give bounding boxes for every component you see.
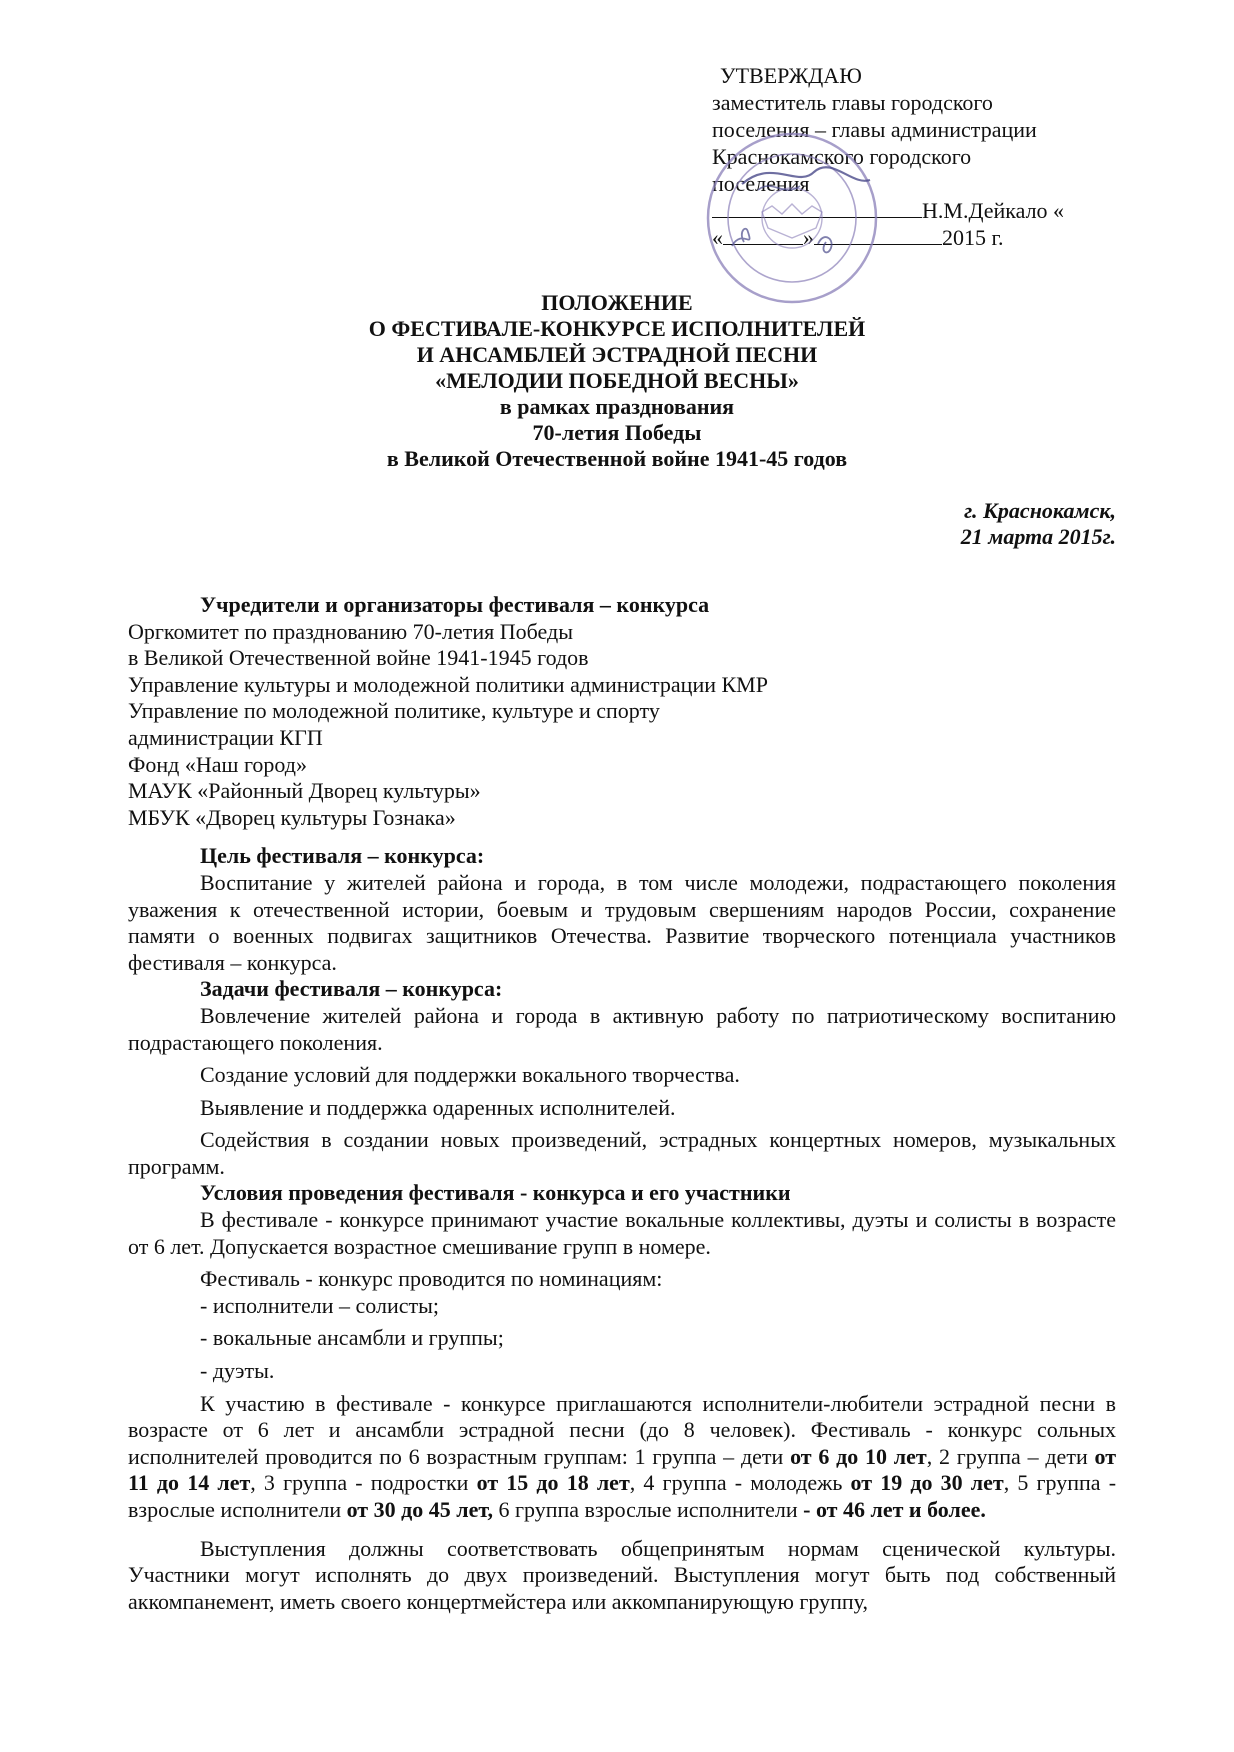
- founder-item: МБУК «Дворец культуры Гознака»: [128, 804, 456, 830]
- p3-text: К участию в фестивале - конкурсе приглашаются исполнители-любители эстрадной песни в возрасте от 6 лет и ансамбли эстрадной песни (до 8 человек). Фестиваль - конкурс сольных исполнителей проводится по 6 возрастным группам: 1 группа – дети: [128, 1390, 1116, 1469]
- handwritten-signature-icon: [742, 167, 870, 184]
- founder-item: Управление культуры и молодежной политики администрации КМР: [128, 671, 768, 697]
- approval-signer: Н.М.Дейкало «: [922, 198, 1065, 223]
- conditions-paragraph-3: [128, 1391, 1116, 1524]
- p3-text: , 4 группа - молодежь: [629, 1470, 851, 1496]
- p3-age-range: от 15 до 18 лет: [476, 1470, 630, 1496]
- seal-stamp-icon: [702, 128, 882, 308]
- place-date-block: [961, 498, 1116, 550]
- approval-title: УТВЕРЖДАЮ: [720, 63, 862, 88]
- approval-position-line-1: заместитель главы городского: [712, 90, 993, 115]
- p3-age-range: от 19 до 30 лет: [850, 1470, 1004, 1496]
- document-body: [128, 592, 1116, 1615]
- p3-age-range: от 6 до 10 лет: [790, 1443, 927, 1469]
- task-item: Вовлечение жителей района и города в активную работу по патриотическому воспитанию подрастающего поколения.: [128, 1002, 1116, 1055]
- date-year: 2015 г.: [942, 225, 1004, 250]
- p3-text: , 3 группа - подростки: [250, 1470, 477, 1496]
- goal-heading: Цель фестиваля – конкурса:: [200, 843, 485, 869]
- nomination-item: - дуэты.: [200, 1358, 275, 1384]
- approval-position-line-2: поселения – главы администрации: [712, 117, 1037, 142]
- p3-age-range: от 30 до 45 лет,: [346, 1497, 493, 1522]
- task-item: Создание условий для поддержки вокального творчества.: [200, 1062, 740, 1088]
- date-close-quote: »: [803, 225, 814, 250]
- tasks-heading: Задачи фестиваля – конкурса:: [200, 976, 503, 1002]
- conditions-paragraph-1: В фестивале - конкурсе принимают участие вокальные коллективы, дуэты и солисты в возрасте от 6 лет. Допускается возрастное смешивание групп в номере.: [128, 1207, 1116, 1259]
- conditions-paragraph-2: Фестиваль - конкурс проводится по номинациям:: [200, 1266, 663, 1292]
- place-city: г. Краснокамск,: [964, 498, 1116, 523]
- place-date: 21 марта 2015г.: [960, 524, 1116, 549]
- p3-age-range: от 11 до 14 лет: [128, 1443, 1117, 1496]
- p3-text: , 5 группа - взрослые исполнители: [128, 1470, 1117, 1522]
- date-open-quote: «: [712, 225, 723, 250]
- title-line-5: в рамках празднования: [499, 394, 735, 419]
- founder-item: в Великой Отечественной войне 1941-1945 годов: [128, 645, 589, 671]
- task-item: Содействия в создании новых произведений, эстрадных концертных номеров, музыкальных программ.: [128, 1127, 1116, 1179]
- founder-item: Оргкомитет по празднованию 70-летия Победы: [128, 618, 573, 644]
- p3-age-range: - от 46 лет и более.: [803, 1497, 986, 1522]
- founder-item: МАУК «Районный Дворец культуры»: [128, 778, 481, 804]
- nomination-item: - вокальные ансамбли и группы;: [200, 1325, 504, 1351]
- document-title: [0, 290, 1234, 472]
- approval-position-line-4: поселения: [712, 171, 810, 196]
- p3-text: , 2 группа – дети: [926, 1443, 1095, 1469]
- goal-text: Воспитание у жителей района и города, в том числе молодежи, подрастающего поколения уважения к отечественной истории, боевым и трудовым свершениям народов России, сохранение памяти о военных подвигах защитников Отечества. Развитие творческого потенциала участников фестиваля – конкурса.: [128, 869, 1116, 975]
- title-line-1: ПОЛОЖЕНИЕ: [541, 290, 693, 315]
- title-line-3: И АНСАМБЛЕЙ ЭСТРАДНОЙ ПЕСНИ: [416, 342, 818, 367]
- conditions-heading: Условия проведения фестиваля - конкурса и его участники: [200, 1180, 791, 1206]
- founders-heading: Учредители и организаторы фестиваля – конкурса: [200, 592, 710, 617]
- founder-item: Управление по молодежной политике, культуре и спорту: [128, 698, 660, 724]
- founder-item: администрации КГП: [128, 724, 323, 750]
- p3-text: 6 группа взрослые исполнители: [493, 1497, 804, 1522]
- task-item: Выявление и поддержка одаренных исполнителей.: [200, 1094, 676, 1120]
- title-line-6: 70-летия Победы: [532, 420, 702, 445]
- founder-item: Фонд «Наш город»: [128, 751, 307, 777]
- title-line-2: О ФЕСТИВАЛЕ-КОНКУРСЕ ИСПОЛНИТЕЛЕЙ: [368, 316, 866, 341]
- title-line-4: «МЕЛОДИИ ПОБЕДНОЙ ВЕСНЫ»: [435, 368, 799, 393]
- nomination-item: - исполнители – солисты;: [200, 1292, 440, 1318]
- title-line-7: в Великой Отечественной войне 1941-45 годов: [386, 446, 848, 471]
- approval-position-line-3: Краснокамского городского: [712, 144, 972, 169]
- conditions-paragraph-4: Выступления должны соответствовать общепринятым нормам сценической культуры. Участники могут исполнять до двух произведений. Выступления могут быть под собственный аккомпанемент, иметь своего концертмейстера или аккомпанирующую группу,: [128, 1535, 1116, 1614]
